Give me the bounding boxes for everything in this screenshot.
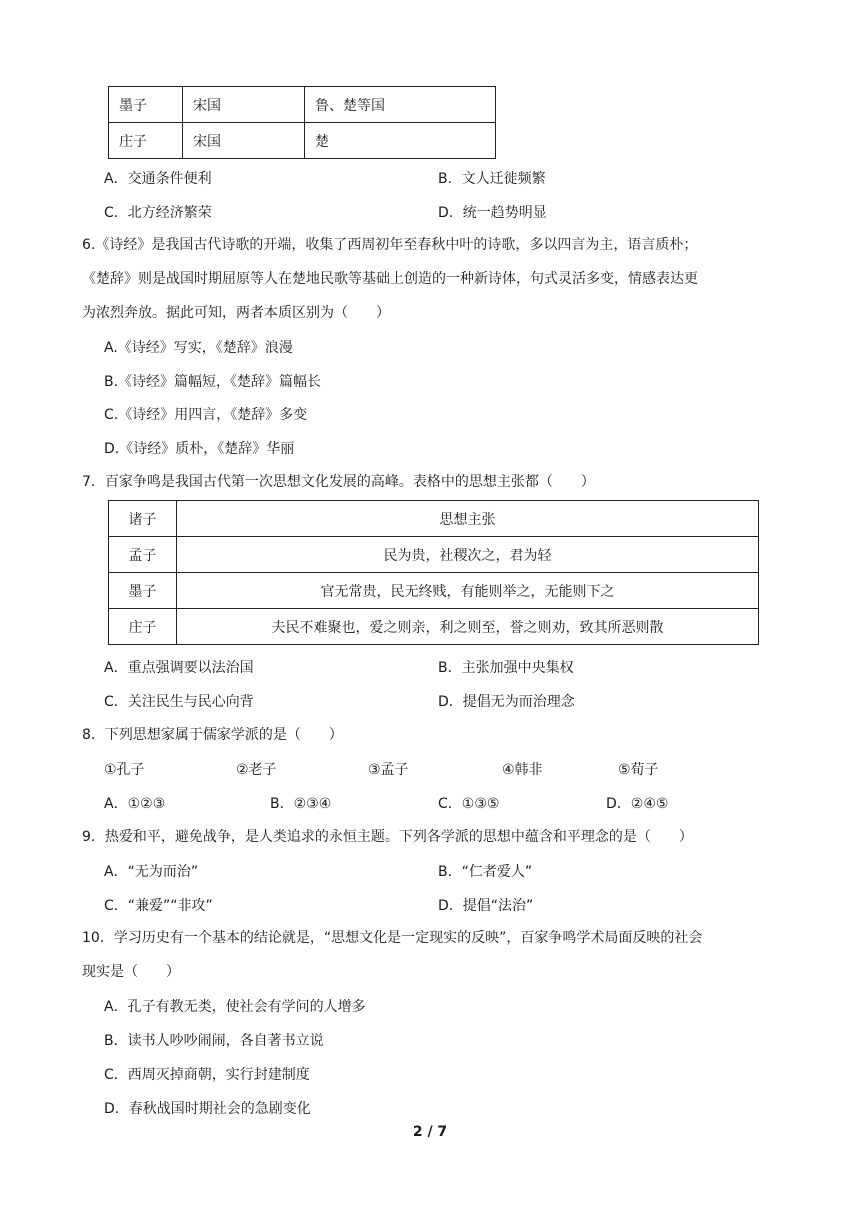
q5-option-a: A．交通条件便利: [104, 171, 212, 187]
table-row: [109, 87, 496, 123]
table-cell: 官无常贵，民无终贱，有能则举之，无能则下之: [177, 573, 759, 609]
q10-option-d: D．春秋战国时期社会的急剧变化: [104, 1101, 311, 1117]
table-cell: 墨子: [109, 87, 183, 123]
q9-stem: 9．热爱和平，避免战争，是人类追求的永恒主题。下列各学派的思想中蕴含和平理念的是（ ）: [82, 829, 693, 845]
q8-option-d: D．②④⑤: [606, 796, 669, 812]
table-header-row: [109, 501, 759, 537]
q10-option-a: A．孔子有教无类，使社会有学问的人增多: [104, 999, 366, 1015]
q8-item: ③孟子: [368, 762, 409, 778]
page-number: 2 / 7: [412, 1124, 448, 1140]
q10-option-c: C．西周灭掉商朝，实行封建制度: [104, 1067, 310, 1083]
q10-stem-line2: 现实是（ ）: [82, 964, 180, 980]
q6-stem-line1: 6.《诗经》是我国古代诗歌的开端，收集了西周初年至春秋中叶的诗歌，多以四言为主，语言质朴；: [82, 237, 698, 253]
table-cell: 鲁、楚等国: [305, 87, 496, 123]
q7-stem: 7．百家争鸣是我国古代第一次思想文化发展的高峰。表格中的思想主张都（ ）: [82, 474, 595, 490]
table-cell: 宋国: [183, 123, 305, 159]
table-cell: 夫民不难聚也，爱之则亲，利之则至，誉之则劝，致其所恶则散: [177, 609, 759, 645]
q7-option-c: C．关注民生与民心向背: [104, 694, 254, 710]
table-row: [109, 123, 496, 159]
q9-option-d: D．提倡“法治”: [438, 898, 534, 914]
table-cell: 宋国: [183, 87, 305, 123]
q9-option-a: A．“无为而治”: [104, 864, 199, 880]
q9-option-b: B．“仁者爱人”: [438, 864, 533, 880]
q6-stem-line3: 为浓烈奔放。据此可知，两者本质区别为（ ）: [82, 305, 390, 321]
q6-option-c: C.《诗经》用四言，《楚辞》多变: [104, 407, 308, 423]
q7-option-b: B．主张加强中央集权: [438, 660, 574, 676]
q5-option-d: D．统一趋势明显: [438, 205, 547, 221]
table-philosophers-thoughts: [108, 500, 759, 645]
q8-option-b: B．②③④: [270, 796, 332, 812]
q6-stem-line2: 《楚辞》则是战国时期屈原等人在楚地民歌等基础上创造的一种新诗体，句式灵活多变，情感表达更: [82, 271, 698, 287]
table-row: [109, 609, 759, 645]
q6-option-a: A.《诗经》写实，《楚辞》浪漫: [104, 340, 293, 356]
q7-option-d: D．提倡无为而治理念: [438, 694, 575, 710]
table-philosophers-origin: [108, 86, 496, 159]
q8-item: ①孔子: [104, 762, 145, 778]
table-cell: 庄子: [109, 609, 177, 645]
q8-item: ⑤荀子: [618, 762, 659, 778]
q5-option-c: C．北方经济繁荣: [104, 205, 212, 221]
q6-option-d: D.《诗经》质朴，《楚辞》华丽: [104, 441, 295, 457]
q8-stem: 8．下列思想家属于儒家学派的是（ ）: [82, 727, 343, 743]
q7-option-a: A．重点强调要以法治国: [104, 660, 254, 676]
q8-item: ④韩非: [502, 762, 543, 778]
table-row: [109, 537, 759, 573]
table-header-cell: 思想主张: [177, 501, 759, 537]
table-cell: 墨子: [109, 573, 177, 609]
table-cell: 民为贵，社稷次之，君为轻: [177, 537, 759, 573]
q6-option-b: B.《诗经》篇幅短，《楚辞》篇幅长: [104, 374, 322, 390]
q8-option-a: A．①②③: [104, 796, 166, 812]
q10-option-b: B．读书人吵吵闹闹，各自著书立说: [104, 1033, 324, 1049]
table-cell: 孟子: [109, 537, 177, 573]
table-cell: 楚: [305, 123, 496, 159]
q10-stem-line1: 10．学习历史有一个基本的结论就是，“思想文化是一定现实的反映”，百家争鸣学术局面反映的社会: [82, 930, 703, 946]
q9-option-c: C．“兼爱”“非攻”: [104, 898, 213, 914]
q8-item: ②老子: [236, 762, 277, 778]
q8-option-c: C．①③⑤: [438, 796, 500, 812]
q5-option-b: B．文人迁徙频繁: [438, 171, 546, 187]
table-row: [109, 573, 759, 609]
table-header-cell: 诸子: [109, 501, 177, 537]
table-cell: 庄子: [109, 123, 183, 159]
